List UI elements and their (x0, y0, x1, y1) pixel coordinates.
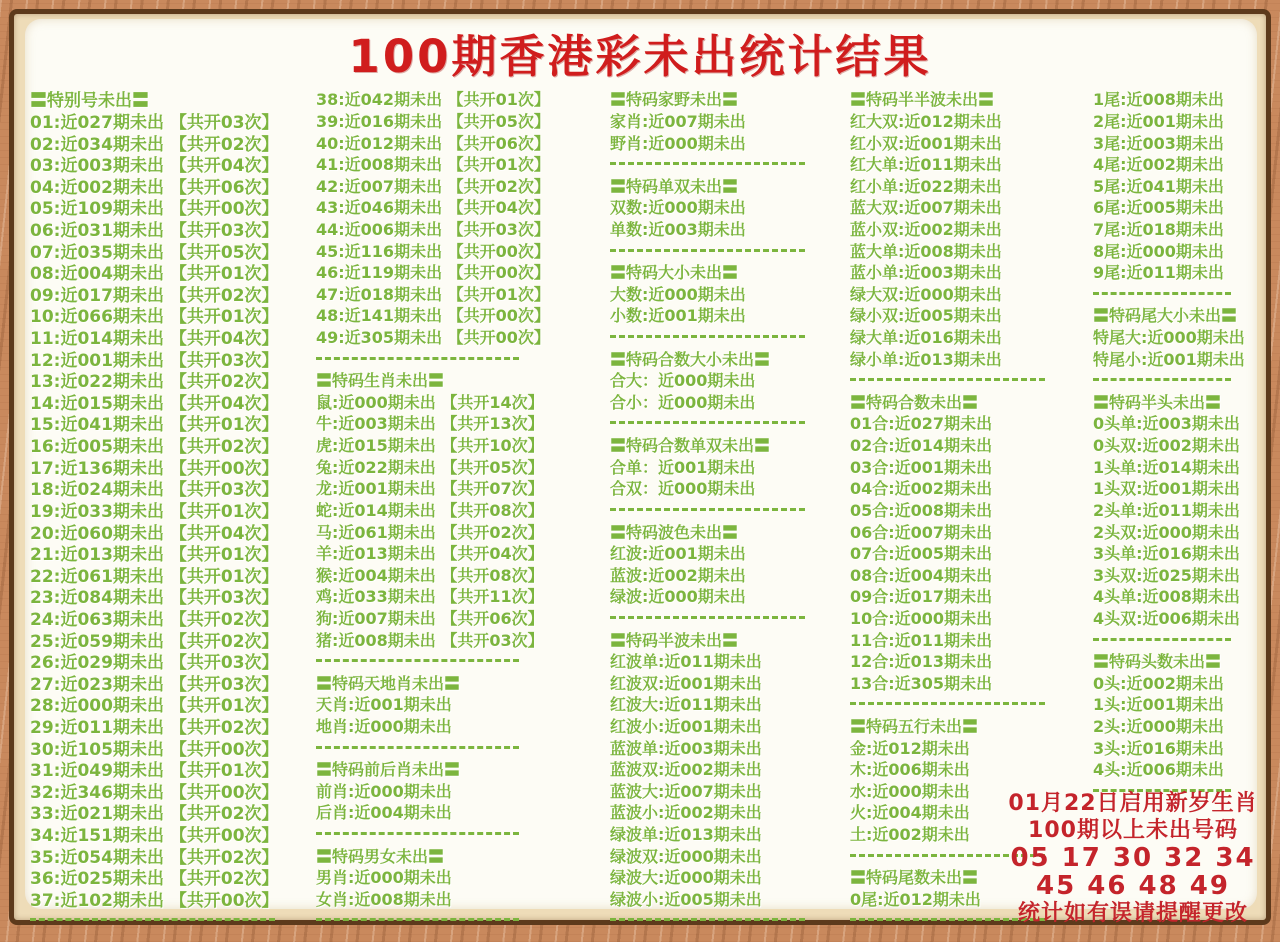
stat-line: 蓝波小:近002期未出 (610, 803, 762, 823)
dashed-line (610, 918, 805, 921)
page-title: 100期香港彩未出统计结果 (348, 30, 932, 83)
stat-line: 13合:近305期未出 (850, 673, 993, 693)
stat-line: 3尾:近003期未出 (1093, 133, 1224, 153)
stat-line: 7尾:近018期未出 (1093, 219, 1224, 239)
section-divider (610, 909, 848, 931)
stat-line: 32:近346期未出 【共开00次】 (30, 782, 279, 803)
stat-line: 后肖:近004期未出 (316, 803, 452, 823)
stat-line: 11合:近011期未出 (850, 630, 993, 650)
section-header: 〓特码合数单双未出〓 (610, 436, 771, 456)
section-divider (850, 693, 1088, 715)
stat-line: 天肖:近001期未出 (316, 695, 452, 715)
stat-line: 合小：近000期未出 (610, 392, 756, 412)
stat-line: 03:近003期未出 【共开04次】 (30, 156, 279, 177)
stat-line: 0头双:近002期未出 (1093, 436, 1240, 456)
stat-line: 2头:近000期未出 (1093, 716, 1224, 736)
stat-line: 04:近002期未出 【共开06次】 (30, 177, 279, 198)
stat-line: 10:近066期未出 【共开01次】 (30, 307, 279, 328)
stat-line: 47:近018期未出 【共开01次】 (316, 284, 550, 304)
stat-line: 0头单:近003期未出 (1093, 414, 1240, 434)
stat-line: 09合:近017期未出 (850, 587, 993, 607)
stat-line: 29:近011期未出 【共开02次】 (30, 717, 279, 738)
stat-line: 土:近002期未出 (850, 825, 970, 845)
stats-column-3 (610, 88, 848, 931)
dashed-line (850, 378, 1045, 381)
stat-line: 19:近033期未出 【共开01次】 (30, 501, 279, 522)
section-header: 〓特码男女未出〓 (316, 846, 445, 866)
section-header: 〓特码五行未出〓 (850, 716, 979, 736)
stat-line: 合双：近000期未出 (610, 479, 756, 499)
stats-column-2 (316, 88, 564, 931)
stat-line: 09:近017期未出 【共开02次】 (30, 285, 279, 306)
stat-line: 红大单:近011期未出 (850, 155, 1002, 175)
stat-line: 9尾:近011期未出 (1093, 263, 1224, 283)
stat-line: 13:近022期未出 【共开02次】 (30, 372, 279, 393)
stat-line: 3头双:近025期未出 (1093, 565, 1240, 585)
section-header: 〓特码尾数未出〓 (850, 868, 979, 888)
stat-line: 24:近063期未出 【共开02次】 (30, 609, 279, 630)
stat-line: 06合:近007期未出 (850, 522, 993, 542)
stat-line: 41:近008期未出 【共开01次】 (316, 155, 550, 175)
stat-line: 兔:近022期未出 【共开05次】 (316, 457, 544, 477)
stat-line: 蓝波大:近007期未出 (610, 781, 762, 801)
stat-line: 05合:近008期未出 (850, 500, 993, 520)
stat-line: 15:近041期未出 【共开01次】 (30, 415, 279, 436)
stat-line: 红波小:近001期未出 (610, 716, 762, 736)
dashed-line (1093, 378, 1231, 381)
stat-line: 蓝小双:近002期未出 (850, 219, 1002, 239)
notice-correction-line: 统计如有误请提醒更改 (1017, 901, 1248, 926)
dashed-line (1093, 292, 1231, 295)
dashed-line (850, 702, 1045, 705)
dashed-line (316, 746, 519, 749)
stat-line: 30:近105期未出 【共开00次】 (30, 739, 279, 760)
stat-line: 12合:近013期未出 (850, 652, 993, 672)
footer-notice (996, 790, 1270, 927)
dashed-line (316, 918, 519, 921)
stat-line: 11:近014期未出 【共开04次】 (30, 329, 279, 350)
section-divider (316, 347, 564, 369)
stat-line: 红波单:近011期未出 (610, 652, 762, 672)
section-header: 〓特别号未出〓 (30, 91, 149, 112)
section-divider (610, 499, 848, 521)
section-header: 〓特码波色未出〓 (610, 522, 739, 542)
stat-line: 23:近084期未出 【共开03次】 (30, 588, 279, 609)
stat-line: 绿波小:近005期未出 (610, 889, 762, 909)
stat-line: 龙:近001期未出 【共开07次】 (316, 479, 544, 499)
stat-line: 蓝波单:近003期未出 (610, 738, 762, 758)
section-header: 〓特码半半波未出〓 (850, 90, 995, 110)
stat-line: 31:近049期未出 【共开01次】 (30, 761, 279, 782)
section-divider (1093, 369, 1261, 391)
stat-line: 02:近034期未出 【共开02次】 (30, 134, 279, 155)
stat-line: 特尾小:近001期未出 (1093, 349, 1245, 369)
stat-line: 红波:近001期未出 (610, 544, 746, 564)
stat-line: 07:近035期未出 【共开05次】 (30, 242, 279, 263)
stat-line: 27:近023期未出 【共开03次】 (30, 674, 279, 695)
stat-line: 08:近004期未出 【共开01次】 (30, 264, 279, 285)
notice-overdue-label-line: 100期以上未出号码 (1028, 818, 1238, 843)
section-header: 〓特码半头未出〓 (1093, 392, 1222, 412)
dashed-line (30, 918, 275, 921)
stat-line: 6尾:近005期未出 (1093, 198, 1224, 218)
stat-line: 45:近116期未出 【共开00次】 (316, 241, 550, 261)
stat-line: 金:近012期未出 (850, 738, 970, 758)
dashed-line (610, 421, 805, 424)
stat-line: 鸡:近033期未出 【共开11次】 (316, 587, 544, 607)
dashed-line (1093, 638, 1231, 641)
stat-line: 02合:近014期未出 (850, 436, 993, 456)
stat-line: 03合:近001期未出 (850, 457, 993, 477)
stat-line: 01合:近027期未出 (850, 414, 993, 434)
stat-line: 合单：近001期未出 (610, 457, 756, 477)
stat-line: 42:近007期未出 【共开02次】 (316, 176, 550, 196)
stat-line: 猪:近008期未出 【共开03次】 (316, 630, 544, 650)
stat-line: 蓝小单:近003期未出 (850, 263, 1002, 283)
section-divider (316, 650, 564, 672)
stat-line: 水:近000期未出 (850, 781, 970, 801)
stat-line: 33:近021期未出 【共开02次】 (30, 804, 279, 825)
dashed-line (316, 357, 519, 360)
section-divider (610, 412, 848, 434)
section-header: 〓特码天地肖未出〓 (316, 673, 461, 693)
stat-line: 绿波双:近000期未出 (610, 846, 762, 866)
section-divider (850, 369, 1088, 391)
stat-line: 39:近016期未出 【共开05次】 (316, 111, 550, 131)
stat-line: 12:近001期未出 【共开03次】 (30, 350, 279, 371)
stat-line: 4头双:近006期未出 (1093, 608, 1240, 628)
stat-line: 5尾:近041期未出 (1093, 176, 1224, 196)
stat-line: 特尾大:近000期未出 (1093, 328, 1245, 348)
section-header: 〓特码生肖未出〓 (316, 371, 445, 391)
stat-line: 1头:近001期未出 (1093, 695, 1224, 715)
stat-line: 2尾:近001期未出 (1093, 111, 1224, 131)
section-divider (316, 736, 564, 758)
stat-line: 25:近059期未出 【共开02次】 (30, 631, 279, 652)
stat-line: 蛇:近014期未出 【共开08次】 (316, 500, 544, 520)
section-header: 〓特码合数大小未出〓 (610, 349, 771, 369)
stat-line: 26:近029期未出 【共开03次】 (30, 653, 279, 674)
stat-line: 10合:近000期未出 (850, 608, 993, 628)
stat-line: 绿大双:近000期未出 (850, 284, 1002, 304)
section-header: 〓特码前后肖未出〓 (316, 760, 461, 780)
stat-line: 40:近012期未出 【共开06次】 (316, 133, 550, 153)
stat-line: 4头:近006期未出 (1093, 760, 1224, 780)
stat-line: 绿波单:近013期未出 (610, 825, 762, 845)
notice-zodiac-date-line: 01月22日启用新岁生肖 (1008, 791, 1258, 816)
dashed-line (610, 616, 805, 619)
dashed-line (316, 659, 519, 662)
stat-line: 2头单:近011期未出 (1093, 500, 1240, 520)
section-header: 〓特码单双未出〓 (610, 176, 739, 196)
stat-line: 20:近060期未出 【共开04次】 (30, 523, 279, 544)
stat-line: 绿大单:近016期未出 (850, 328, 1002, 348)
stat-line: 36:近025期未出 【共开02次】 (30, 869, 279, 890)
section-divider (316, 909, 564, 931)
stat-line: 红波大:近011期未出 (610, 695, 762, 715)
stat-line: 男肖:近000期未出 (316, 868, 452, 888)
stat-line: 地肖:近000期未出 (316, 716, 452, 736)
section-header: 〓特码大小未出〓 (610, 263, 739, 283)
stat-line: 3头单:近016期未出 (1093, 544, 1240, 564)
stat-line: 0头:近002期未出 (1093, 673, 1224, 693)
stat-line: 3头:近016期未出 (1093, 738, 1224, 758)
stat-line: 红波双:近001期未出 (610, 673, 762, 693)
dashed-line (610, 335, 805, 338)
stat-line: 红小单:近022期未出 (850, 176, 1002, 196)
stat-line: 4头单:近008期未出 (1093, 587, 1240, 607)
stat-line: 火:近004期未出 (850, 803, 970, 823)
stat-line: 1尾:近008期未出 (1093, 90, 1224, 110)
stat-line: 16:近005期未出 【共开02次】 (30, 437, 279, 458)
notice-overdue-numbers-2: 45 46 48 49 (1036, 871, 1230, 901)
section-divider (610, 607, 848, 629)
stat-line: 猴:近004期未出 【共开08次】 (316, 565, 544, 585)
stat-line: 蓝大单:近008期未出 (850, 241, 1002, 261)
notice-overdue-numbers-1: 05 17 30 32 34 (1010, 843, 1256, 873)
stat-line: 大数:近000期未出 (610, 284, 746, 304)
stat-line: 37:近102期未出 【共开00次】 (30, 890, 279, 911)
section-divider (1093, 282, 1261, 304)
stat-line: 1头单:近014期未出 (1093, 457, 1240, 477)
stat-line: 马:近061期未出 【共开02次】 (316, 522, 544, 542)
section-header: 〓特码尾大小未出〓 (1093, 306, 1238, 326)
section-divider (30, 909, 308, 931)
stat-line: 蓝波双:近002期未出 (610, 760, 762, 780)
stat-line: 家肖:近007期未出 (610, 111, 746, 131)
stat-line: 绿波:近000期未出 (610, 587, 746, 607)
section-divider (610, 326, 848, 348)
stat-line: 蓝波:近002期未出 (610, 565, 746, 585)
stat-line: 牛:近003期未出 【共开13次】 (316, 414, 544, 434)
stat-line: 34:近151期未出 【共开00次】 (30, 826, 279, 847)
section-divider (1093, 628, 1261, 650)
stat-line: 38:近042期未出 【共开01次】 (316, 90, 550, 110)
section-divider (610, 239, 848, 261)
stat-line: 0尾:近012期未出 (850, 889, 981, 909)
stat-line: 鼠:近000期未出 【共开14次】 (316, 392, 544, 412)
dashed-line (610, 162, 805, 165)
stat-line: 28:近000期未出 【共开01次】 (30, 696, 279, 717)
stat-line: 羊:近013期未出 【共开04次】 (316, 544, 544, 564)
stat-line: 48:近141期未出 【共开00次】 (316, 306, 550, 326)
stat-line: 18:近024期未出 【共开03次】 (30, 480, 279, 501)
stat-line: 35:近054期未出 【共开02次】 (30, 847, 279, 868)
dashed-line (610, 249, 805, 252)
section-divider (316, 823, 564, 845)
stat-line: 1头双:近001期未出 (1093, 479, 1240, 499)
stat-line: 红大双:近012期未出 (850, 111, 1002, 131)
stat-line: 红小双:近001期未出 (850, 133, 1002, 153)
stat-line: 05:近109期未出 【共开00次】 (30, 199, 279, 220)
stat-line: 野肖:近000期未出 (610, 133, 746, 153)
stat-line: 14:近015期未出 【共开04次】 (30, 393, 279, 414)
stat-line: 合大：近000期未出 (610, 371, 756, 391)
stat-line: 虎:近015期未出 【共开10次】 (316, 436, 544, 456)
dashed-line (316, 832, 519, 835)
stat-line: 46:近119期未出 【共开00次】 (316, 263, 550, 283)
stats-column-5 (1093, 88, 1261, 801)
section-header: 〓特码家野未出〓 (610, 90, 739, 110)
stat-line: 49:近305期未出 【共开00次】 (316, 328, 550, 348)
stat-line: 绿小单:近013期未出 (850, 349, 1002, 369)
stat-line: 01:近027期未出 【共开03次】 (30, 112, 279, 133)
stat-line: 43:近046期未出 【共开04次】 (316, 198, 550, 218)
section-divider (610, 153, 848, 175)
stat-line: 04合:近002期未出 (850, 479, 993, 499)
stat-line: 双数:近000期未出 (610, 198, 746, 218)
section-header: 〓特码半波未出〓 (610, 630, 739, 650)
stat-line: 06:近031期未出 【共开03次】 (30, 220, 279, 241)
stats-column-1 (30, 88, 308, 931)
stat-line: 蓝大双:近007期未出 (850, 198, 1002, 218)
section-header: 〓特码合数未出〓 (850, 392, 979, 412)
stat-line: 前肖:近000期未出 (316, 781, 452, 801)
stat-line: 17:近136期未出 【共开00次】 (30, 458, 279, 479)
stat-line: 狗:近007期未出 【共开06次】 (316, 608, 544, 628)
stat-line: 4尾:近002期未出 (1093, 155, 1224, 175)
stat-line: 08合:近004期未出 (850, 565, 993, 585)
stat-line: 44:近006期未出 【共开03次】 (316, 219, 550, 239)
stat-line: 21:近013期未出 【共开01次】 (30, 545, 279, 566)
stat-line: 8尾:近000期未出 (1093, 241, 1224, 261)
dashed-line (610, 508, 805, 511)
stat-line: 女肖:近008期未出 (316, 889, 452, 909)
stat-line: 07合:近005期未出 (850, 544, 993, 564)
stat-line: 2头双:近000期未出 (1093, 522, 1240, 542)
stat-line: 绿小双:近005期未出 (850, 306, 1002, 326)
stat-line: 绿波大:近000期未出 (610, 868, 762, 888)
section-header: 〓特码头数未出〓 (1093, 652, 1222, 672)
stat-line: 22:近061期未出 【共开01次】 (30, 566, 279, 587)
stat-line: 小数:近001期未出 (610, 306, 746, 326)
stat-line: 木:近006期未出 (850, 760, 970, 780)
stat-line: 单数:近003期未出 (610, 219, 746, 239)
